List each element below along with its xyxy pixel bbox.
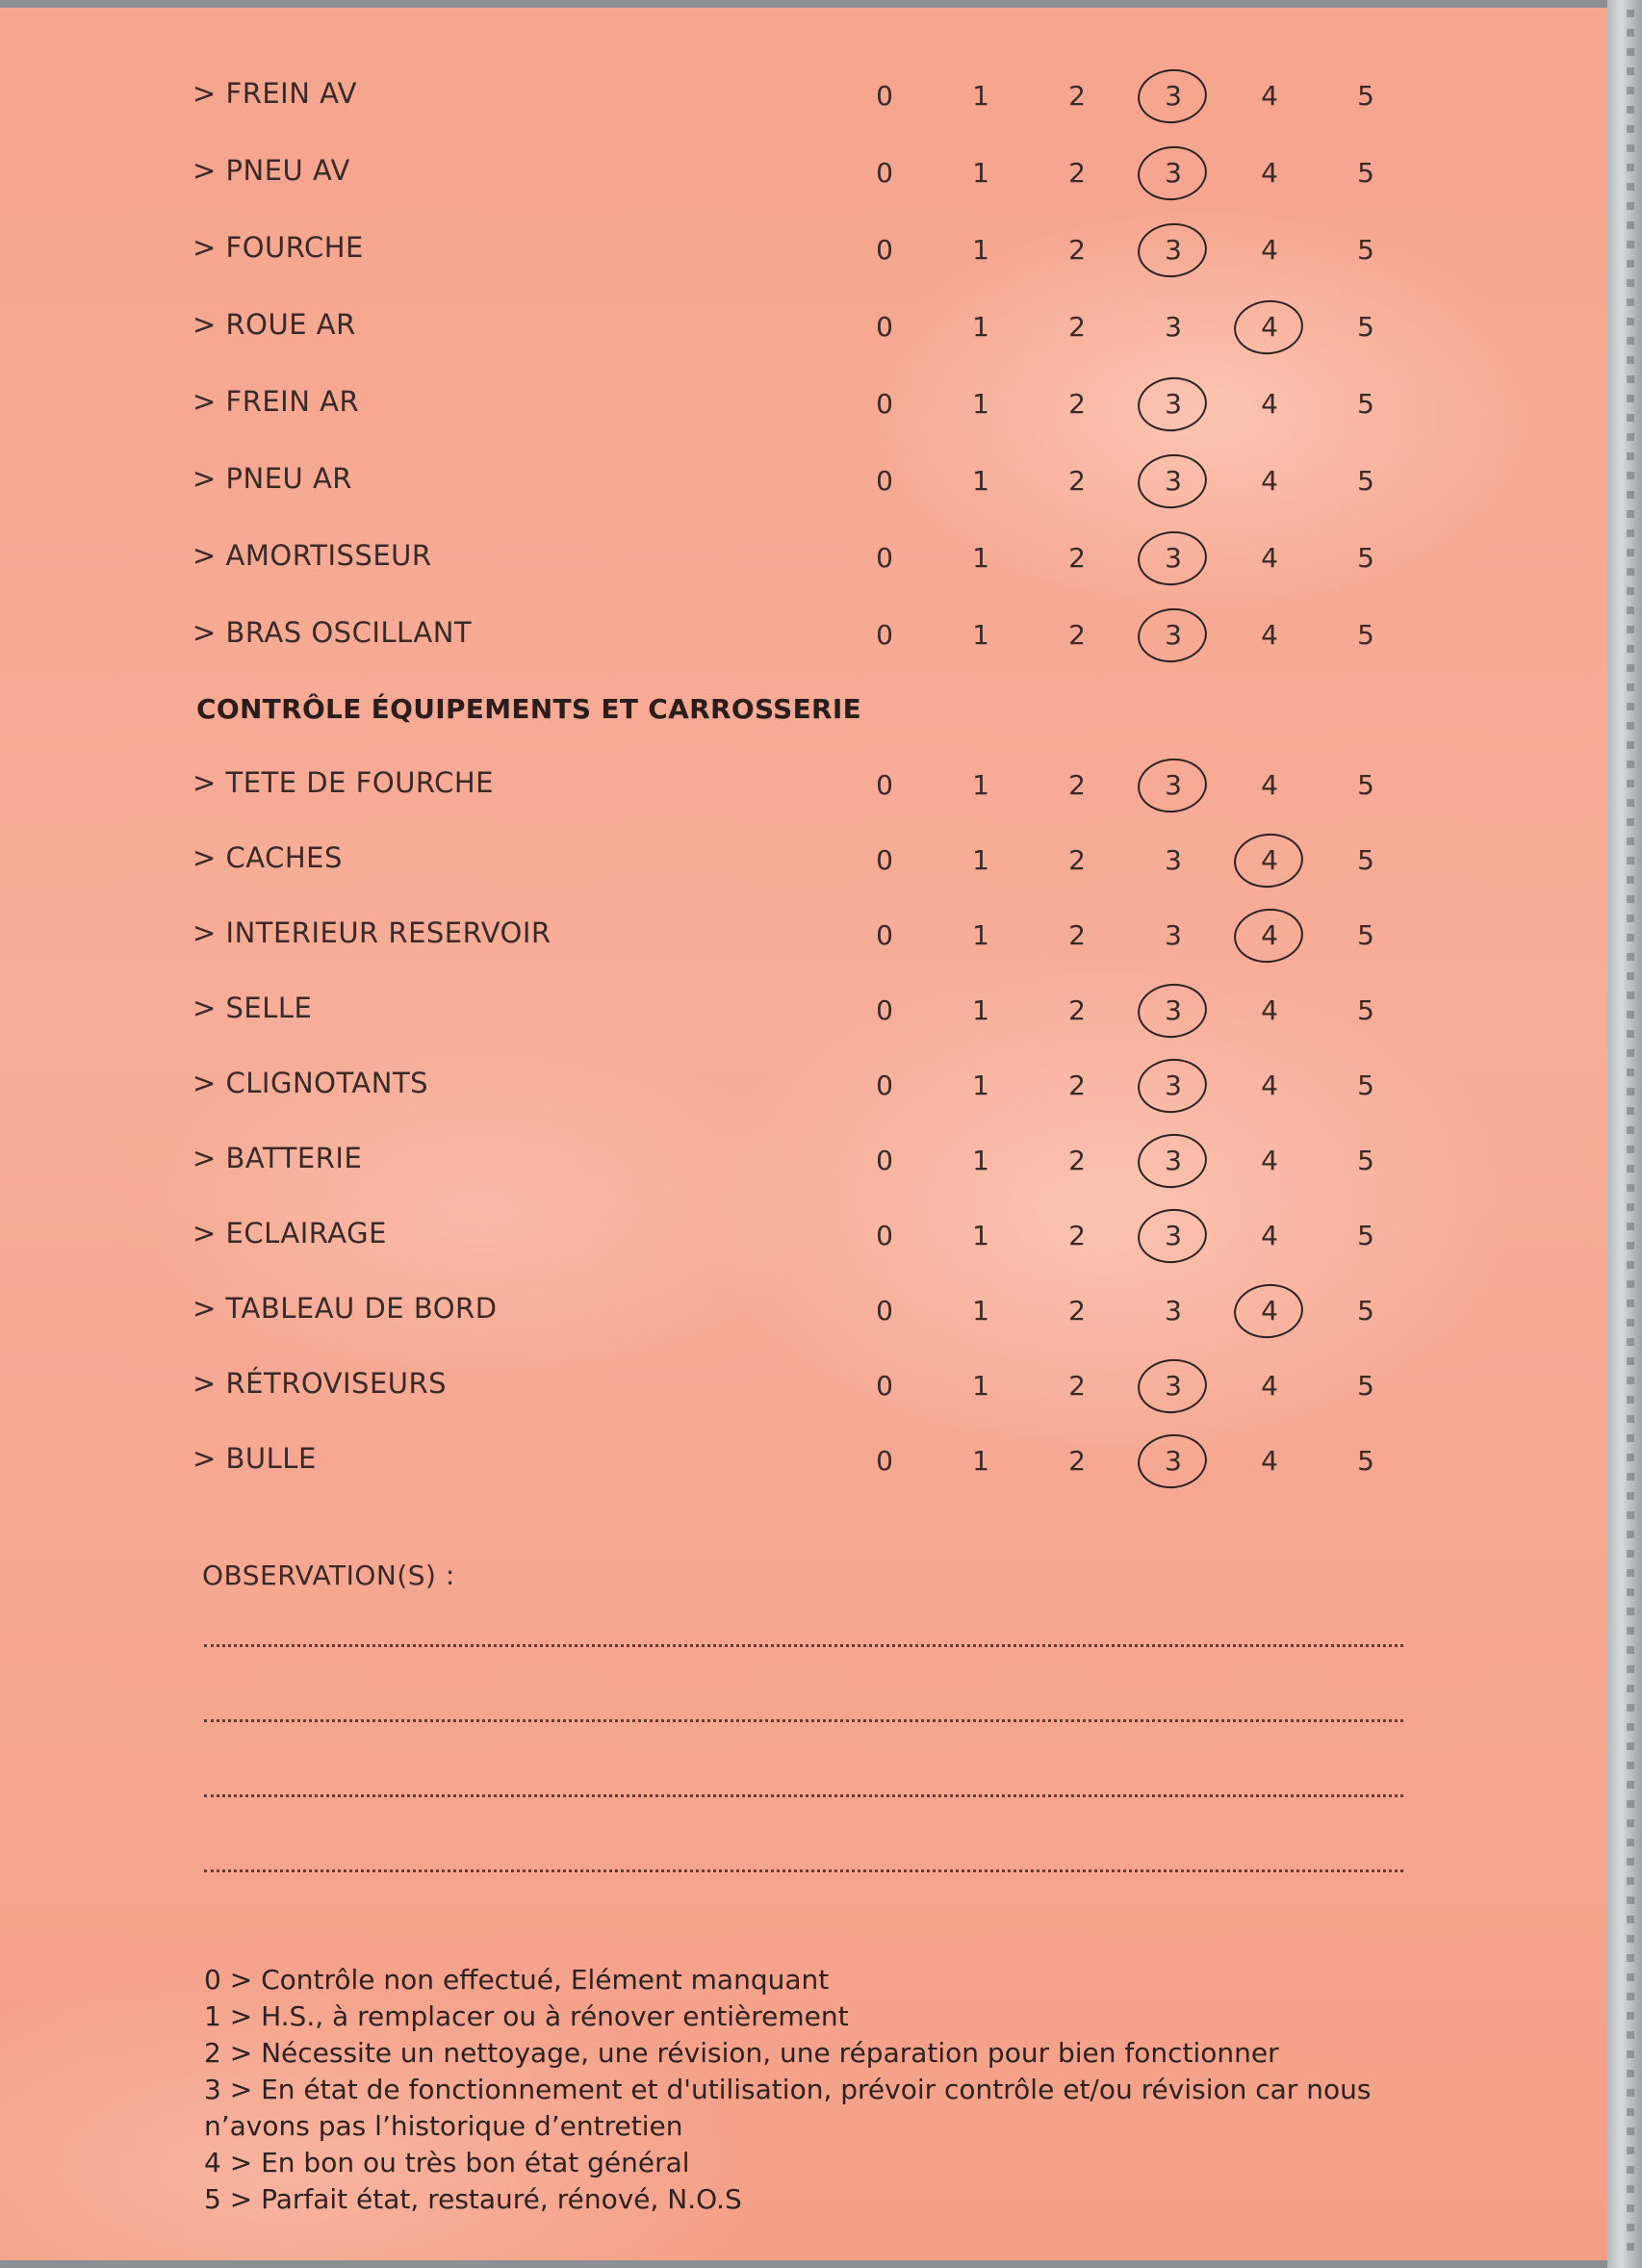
score-2[interactable]: 2: [1068, 844, 1086, 876]
inspection-row-label: > TETE DE FOURCHE: [192, 766, 494, 799]
score-5[interactable]: 5: [1357, 619, 1374, 651]
score-4[interactable]: 4: [1261, 465, 1278, 497]
score-1[interactable]: 1: [972, 1145, 989, 1176]
score-2[interactable]: 2: [1068, 994, 1086, 1026]
score-1[interactable]: 1: [972, 80, 989, 112]
score-4[interactable]: 4: [1261, 388, 1278, 420]
score-4[interactable]: 4: [1261, 1145, 1278, 1176]
inspection-row-label: > FOURCHE: [192, 231, 364, 264]
score-1[interactable]: 1: [972, 769, 989, 801]
observation-line[interactable]: [204, 1794, 1403, 1797]
inspection-sheet: [0, 8, 1619, 2260]
inspection-row-label: > BULLE: [192, 1442, 317, 1475]
inspection-row: [192, 1057, 1444, 1115]
inspection-row-label: > ECLAIRAGE: [192, 1217, 387, 1250]
score-2[interactable]: 2: [1068, 1370, 1086, 1402]
score-4-selected[interactable]: 4: [1236, 304, 1303, 350]
score-2[interactable]: 2: [1068, 919, 1086, 951]
score-0[interactable]: 0: [876, 80, 893, 112]
score-2[interactable]: 2: [1068, 465, 1086, 497]
score-1[interactable]: 1: [972, 157, 989, 189]
score-1[interactable]: 1: [972, 234, 989, 266]
score-0[interactable]: 0: [876, 1295, 893, 1327]
score-5[interactable]: 5: [1357, 1145, 1374, 1176]
score-0[interactable]: 0: [876, 1445, 893, 1477]
score-4-selected[interactable]: 4: [1236, 1288, 1303, 1334]
score-0[interactable]: 0: [876, 157, 893, 189]
score-2[interactable]: 2: [1068, 542, 1086, 574]
inspection-row: [192, 452, 1444, 510]
score-4[interactable]: 4: [1261, 1445, 1278, 1477]
inspection-row-label: > BATTERIE: [192, 1142, 363, 1174]
inspection-row-label: > ROUE AR: [192, 308, 356, 341]
legend-item: 1 > H.S., à remplacer ou à rénover entièrement: [204, 2000, 849, 2032]
score-4[interactable]: 4: [1261, 769, 1278, 801]
score-5[interactable]: 5: [1357, 844, 1374, 876]
score-2[interactable]: 2: [1068, 157, 1086, 189]
score-0[interactable]: 0: [876, 542, 893, 574]
inspection-row: [192, 1132, 1444, 1190]
score-4[interactable]: 4: [1261, 1370, 1278, 1402]
score-5[interactable]: 5: [1357, 1295, 1374, 1327]
score-1[interactable]: 1: [972, 919, 989, 951]
score-2[interactable]: 2: [1068, 769, 1086, 801]
score-3-selected[interactable]: 3: [1140, 150, 1207, 196]
score-2[interactable]: 2: [1068, 1070, 1086, 1101]
score-5[interactable]: 5: [1357, 388, 1374, 420]
score-3-selected[interactable]: 3: [1140, 458, 1207, 504]
score-0[interactable]: 0: [876, 465, 893, 497]
binder-sleeve-edge: [1607, 0, 1642, 2268]
score-0[interactable]: 0: [876, 388, 893, 420]
inspection-row-label: > SELLE: [192, 992, 313, 1024]
score-0[interactable]: 0: [876, 1145, 893, 1176]
score-5[interactable]: 5: [1357, 234, 1374, 266]
score-3-selected[interactable]: 3: [1140, 381, 1207, 427]
score-2[interactable]: 2: [1068, 1295, 1086, 1327]
score-5[interactable]: 5: [1357, 157, 1374, 189]
score-3-selected[interactable]: 3: [1140, 535, 1207, 581]
score-3-selected[interactable]: 3: [1140, 227, 1207, 273]
score-5[interactable]: 5: [1357, 465, 1374, 497]
score-0[interactable]: 0: [876, 1370, 893, 1402]
score-3-selected[interactable]: 3: [1140, 1213, 1207, 1259]
legend-item: 4 > En bon ou très bon état général: [204, 2147, 690, 2178]
score-1[interactable]: 1: [972, 542, 989, 574]
score-0[interactable]: 0: [876, 1220, 893, 1251]
score-4[interactable]: 4: [1261, 994, 1278, 1026]
score-4[interactable]: 4: [1261, 80, 1278, 112]
legend-item: 2 > Nécessite un nettoyage, une révision, une réparation pour bien fonctionner: [204, 2037, 1279, 2069]
score-1[interactable]: 1: [972, 1220, 989, 1251]
inspection-row-label: > TABLEAU DE BORD: [192, 1292, 498, 1325]
section-title: CONTRÔLE ÉQUIPEMENTS ET CARROSSERIE: [196, 693, 862, 725]
score-5[interactable]: 5: [1357, 1220, 1374, 1251]
score-3-selected[interactable]: 3: [1140, 1063, 1207, 1109]
inspection-row-label: > CACHES: [192, 841, 343, 874]
score-4[interactable]: 4: [1261, 619, 1278, 651]
inspection-row: [192, 221, 1444, 279]
score-3[interactable]: 3: [1165, 1295, 1182, 1327]
score-2[interactable]: 2: [1068, 1145, 1086, 1176]
score-1[interactable]: 1: [972, 994, 989, 1026]
score-4[interactable]: 4: [1261, 157, 1278, 189]
score-0[interactable]: 0: [876, 311, 893, 343]
score-0[interactable]: 0: [876, 1070, 893, 1101]
score-2[interactable]: 2: [1068, 1445, 1086, 1477]
score-1[interactable]: 1: [972, 465, 989, 497]
inspection-row: [192, 144, 1444, 202]
score-1[interactable]: 1: [972, 1370, 989, 1402]
score-0[interactable]: 0: [876, 769, 893, 801]
legend-item: 5 > Parfait état, restauré, rénové, N.O.S: [204, 2183, 742, 2215]
score-0[interactable]: 0: [876, 844, 893, 876]
inspection-row: [192, 832, 1444, 889]
score-4[interactable]: 4: [1261, 1220, 1278, 1251]
inspection-row: [192, 982, 1444, 1040]
inspection-row: [192, 1207, 1444, 1265]
score-3-selected[interactable]: 3: [1140, 762, 1207, 809]
score-5[interactable]: 5: [1357, 1370, 1374, 1402]
score-2[interactable]: 2: [1068, 388, 1086, 420]
legend-item: 0 > Contrôle non effectué, Elément manquant: [204, 1964, 830, 1996]
score-3[interactable]: 3: [1165, 311, 1182, 343]
inspection-row-label: > RÉTROVISEURS: [192, 1367, 448, 1400]
observation-line[interactable]: [204, 1869, 1403, 1872]
score-1[interactable]: 1: [972, 1295, 989, 1327]
score-5[interactable]: 5: [1357, 994, 1374, 1026]
score-0[interactable]: 0: [876, 619, 893, 651]
inspection-row: [192, 67, 1444, 125]
score-5[interactable]: 5: [1357, 769, 1374, 801]
inspection-row-label: > FREIN AV: [192, 77, 357, 110]
score-5[interactable]: 5: [1357, 1445, 1374, 1477]
inspection-row-label: > AMORTISSEUR: [192, 539, 432, 572]
observation-line[interactable]: [204, 1719, 1403, 1722]
score-1[interactable]: 1: [972, 388, 989, 420]
inspection-row: [192, 907, 1444, 965]
score-1[interactable]: 1: [972, 1070, 989, 1101]
score-2[interactable]: 2: [1068, 619, 1086, 651]
score-1[interactable]: 1: [972, 1445, 989, 1477]
inspection-row: [192, 606, 1444, 664]
score-3-selected[interactable]: 3: [1140, 612, 1207, 658]
binder-holes: [1627, 10, 1634, 2258]
score-3-selected[interactable]: 3: [1140, 1138, 1207, 1184]
score-5[interactable]: 5: [1357, 542, 1374, 574]
score-3-selected[interactable]: 3: [1140, 1438, 1207, 1484]
inspection-row: [192, 1282, 1444, 1340]
inspection-row: [192, 375, 1444, 433]
inspection-row-label: > INTERIEUR RESERVOIR: [192, 916, 552, 949]
score-3-selected[interactable]: 3: [1140, 73, 1207, 119]
score-5[interactable]: 5: [1357, 1070, 1374, 1101]
score-1[interactable]: 1: [972, 619, 989, 651]
inspection-row-label: > BRAS OSCILLANT: [192, 616, 473, 649]
score-0[interactable]: 0: [876, 919, 893, 951]
score-2[interactable]: 2: [1068, 234, 1086, 266]
inspection-row-label: > CLIGNOTANTS: [192, 1067, 429, 1099]
score-3-selected[interactable]: 3: [1140, 1363, 1207, 1409]
inspection-row-label: > PNEU AV: [192, 154, 350, 187]
score-2[interactable]: 2: [1068, 80, 1086, 112]
observation-line[interactable]: [204, 1644, 1403, 1647]
inspection-row: [192, 529, 1444, 587]
inspection-row: [192, 757, 1444, 814]
observations-label: OBSERVATION(S) :: [202, 1559, 455, 1591]
score-0[interactable]: 0: [876, 234, 893, 266]
score-legend: [204, 1962, 1417, 2218]
inspection-row: [192, 1432, 1444, 1490]
score-1[interactable]: 1: [972, 844, 989, 876]
score-4[interactable]: 4: [1261, 1070, 1278, 1101]
score-0[interactable]: 0: [876, 994, 893, 1026]
score-2[interactable]: 2: [1068, 1220, 1086, 1251]
score-4[interactable]: 4: [1261, 234, 1278, 266]
legend-item: 3 > En état de fonctionnement et d'utilisation, prévoir contrôle et/ou révision car nous n’avons pas l’historique d’entretien: [204, 2074, 1372, 2142]
inspection-row: [192, 298, 1444, 356]
score-5[interactable]: 5: [1357, 311, 1374, 343]
score-1[interactable]: 1: [972, 311, 989, 343]
score-2[interactable]: 2: [1068, 311, 1086, 343]
score-5[interactable]: 5: [1357, 80, 1374, 112]
inspection-row-label: > PNEU AR: [192, 462, 352, 495]
score-3[interactable]: 3: [1165, 844, 1182, 876]
score-3-selected[interactable]: 3: [1140, 988, 1207, 1034]
score-4[interactable]: 4: [1261, 542, 1278, 574]
inspection-row: [192, 1357, 1444, 1415]
score-4-selected[interactable]: 4: [1236, 838, 1303, 884]
score-5[interactable]: 5: [1357, 919, 1374, 951]
score-3[interactable]: 3: [1165, 919, 1182, 951]
inspection-row-label: > FREIN AR: [192, 385, 360, 418]
score-4-selected[interactable]: 4: [1236, 913, 1303, 959]
